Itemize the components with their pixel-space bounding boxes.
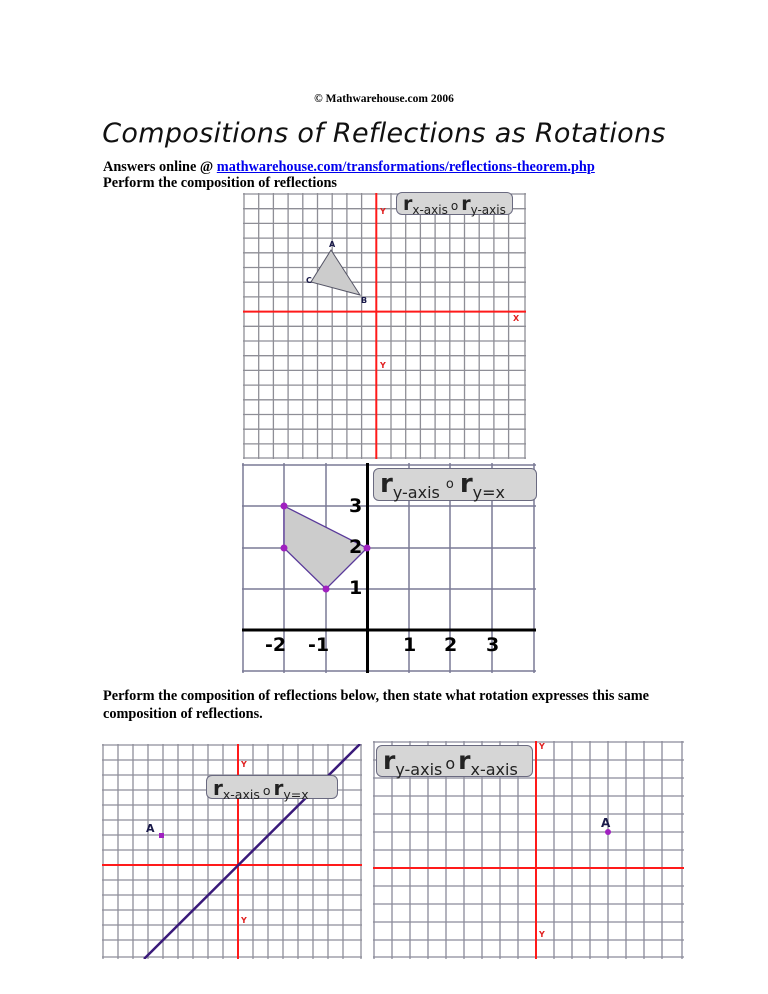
subscript: y-axis — [392, 482, 440, 502]
triangle-abc — [311, 250, 360, 295]
y-axis-label-bottom: Y — [241, 916, 247, 925]
compose-op: o — [450, 199, 459, 213]
x-tick-1: 1 — [403, 634, 417, 656]
reflection-label-4 — [376, 745, 533, 777]
y-tick-2: 2 — [349, 536, 363, 558]
r-symbol: r — [380, 469, 393, 499]
subscript: x-axis — [222, 787, 260, 803]
x-tick-neg1: -1 — [308, 634, 330, 656]
y-axis-label-top: Y — [539, 742, 545, 751]
subscript: y=x — [283, 787, 309, 803]
x-axis-label: X — [513, 314, 520, 323]
point-c-label: C — [306, 276, 312, 285]
copyright-text: © Mathwarehouse.com 2006 — [314, 93, 454, 105]
subscript: y-axis — [470, 203, 506, 218]
point-a — [159, 833, 164, 838]
r-symbol: r — [403, 193, 413, 215]
y-axis-label-bottom: Y — [380, 361, 386, 370]
y-tick-3: 3 — [349, 495, 363, 517]
compose-op: o — [445, 754, 456, 773]
subscript: x-axis — [470, 759, 518, 779]
subscript: y=x — [472, 482, 505, 502]
point-b-label: B — [361, 296, 368, 305]
answers-link[interactable]: mathwarehouse.com/transformations/reflections-theorem.php — [216, 159, 595, 175]
graph-2 — [242, 463, 536, 673]
graph-1-canvas — [243, 193, 526, 459]
subscript: y-axis — [395, 759, 443, 779]
page-title: Compositions of Reflections as Rotations — [102, 118, 666, 149]
point-a-label: A — [329, 240, 336, 249]
instruction-1: Perform the composition of reflections — [103, 175, 337, 191]
y-axis-label-top: Y — [241, 760, 247, 769]
subscript: x-axis — [412, 203, 448, 218]
r-symbol: r — [273, 776, 284, 800]
y-axis-label-top: Y — [380, 207, 386, 216]
graph-3 — [102, 744, 362, 959]
y-tick-1: 1 — [349, 577, 363, 599]
y-axis-label-bottom: Y — [539, 930, 545, 939]
compose-op: o — [262, 783, 271, 798]
compose-op: o — [445, 477, 454, 492]
answers-line — [103, 159, 595, 176]
grid-lines — [243, 193, 526, 459]
x-tick-neg2: -2 — [265, 634, 287, 656]
reflection-label-1 — [396, 192, 513, 218]
x-tick-2: 2 — [444, 634, 458, 656]
r-symbol: r — [459, 469, 473, 499]
r-symbol: r — [458, 746, 471, 775]
r-symbol: r — [213, 776, 223, 800]
r-symbol: r — [383, 746, 396, 775]
point-a-label: A — [146, 822, 155, 835]
reflection-label-3 — [206, 775, 338, 803]
r-symbol: r — [461, 193, 471, 215]
x-tick-3: 3 — [486, 634, 500, 656]
graph-1 — [243, 193, 526, 459]
answers-prefix: Answers online @ — [103, 159, 217, 175]
graph-4 — [373, 741, 684, 959]
instruction-2: Perform the composition of reflections below, then state what rotation expresses this same composition of reflections. — [103, 688, 649, 722]
point-a-label: A — [601, 816, 611, 830]
reflection-label-2 — [373, 468, 537, 501]
